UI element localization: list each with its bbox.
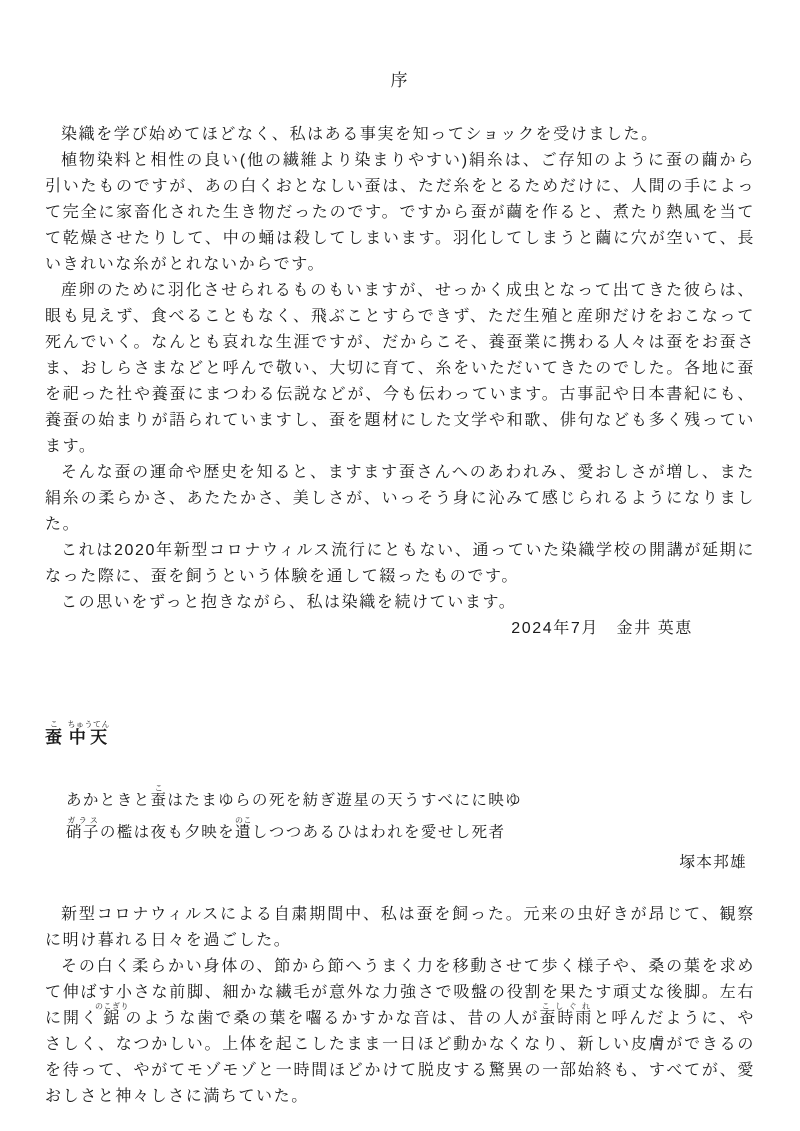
furigana: のこ — [234, 816, 252, 825]
ruby-base: 蚕 — [150, 792, 168, 809]
preface-paragraph-1: 染織を学び始めてほどなく、私はある事実を知ってショックを受けました。 — [61, 126, 659, 143]
poem-text: しつつあるひはわれを愛せし死者 — [251, 824, 506, 841]
ruby-base: 中天 — [67, 728, 110, 747]
chapter-title-word-1 — [45, 720, 64, 747]
ruby-word — [95, 1002, 129, 1027]
furigana: ちゅうてん — [67, 720, 110, 729]
body-text: のような歯で桑の葉を囓るかすかな音は、昔の人が — [124, 1010, 540, 1027]
preface-paragraph-5: これは2020年新型コロナウィルス流行にともない、通っていた染織学校の開講が延期になった際に、蚕を飼うという体験を通して綴ったものです。 — [45, 542, 755, 585]
furigana: こしぐれ — [539, 1002, 593, 1011]
preface-paragraph-4: そんな蚕の運命や歴史を知ると、ますます蚕さんへのあわれみ、愛おしさが増し、また絹糸の柔らかさ、あたたかさ、美しさが、いっそう身に沁みて感じられるようになりました。 — [45, 464, 755, 533]
poem-line-1 — [66, 784, 755, 816]
preface-paragraph-6: この思いをずっと抱きながら、私は染織を続けています。 — [61, 594, 517, 611]
author-date-signature: 2024年7月 金井 英恵 — [511, 620, 693, 637]
poem-text: はたまゆらの死を紡ぎ遊星の天うすべにに映ゆ — [167, 792, 523, 809]
ruby-base: 鋸 — [95, 1010, 129, 1027]
chapter-title-word-2 — [67, 720, 111, 747]
chapter-paragraph-1: 新型コロナウィルスによる自粛期間中、私は蚕を飼った。元来の虫好きが昂じて、観察に明け暮れる日々を過ごした。 — [45, 906, 755, 949]
chapter-paragraph-2 — [45, 954, 755, 1110]
furigana: こ — [45, 720, 64, 729]
ruby-base: 蚕時雨 — [539, 1010, 594, 1027]
ruby-base: 硝子 — [66, 824, 100, 841]
preface-paragraph-3: 産卵のために羽化させられるものもいますが、せっかく成虫となって出てきた彼らは、眼も見えず、食べることもなく、飛ぶことすらできず、ただ生殖と産卵だけをおこなって死んでいく。なんとも哀れな生涯ですが、だからこそ、養蚕業に携わる人々は蚕をお蚕さま、おしらさまなどと呼んで敬い、大切に育て、糸をいただいてきたのでした。各地に蚕を祀った社や養蚕にまつわる伝説などが、今も伝わっています。古事記や日本書紀にも、養蚕の始まりが語られていますし、蚕を題材にした文学や和歌、俳句なども多く残っています。 — [45, 282, 755, 455]
poem-text: の檻は夜も夕映を — [99, 824, 236, 841]
body-text: その白く柔らかい身体の、節から節へうまく力を移動させて歩く様子や、桑の葉を求めて伸ばす小さな前脚、細かな繊毛が意外な力強さで吸盤の役割を果たす頑丈な後脚。左右に開く — [45, 958, 755, 1027]
ruby-word — [150, 784, 168, 809]
poem-attribution: 塚本邦雄 — [679, 854, 747, 871]
chapter-body — [45, 902, 755, 1110]
ruby-word — [66, 816, 100, 841]
body-text: と呼んだように、やさしく、なつかしい。上体を起こしたまま一日ほど動かなくなり、新しい皮膚ができるのを待って、やがてモゾモゾと一時間ほどかけて脱皮する驚異の一部始終も、すべてが、愛おしさと神々しさに満ちていた。 — [45, 1010, 755, 1105]
preface-section — [45, 122, 755, 642]
furigana: のこぎり — [95, 1002, 129, 1011]
poem-text: あかときと — [66, 792, 151, 809]
poem-line-2 — [66, 816, 755, 848]
preface-paragraph-2: 植物染料と相性の良い(他の繊維より染まりやすい)絹糸は、ご存知のように蚕の繭から引いたものですが、あの白くおとなしい蚕は、ただ糸をとるためだけに、人間の手によって完全に家畜化された生き物だったのです。ですから蚕が繭を作ると、煮たり熱風を当てて乾燥させたりして、中の蛹は殺してしまいます。羽化してしまうと繭に穴が空いて、長いきれいな糸がとれないからです。 — [45, 152, 755, 273]
chapter-title — [45, 720, 755, 750]
furigana: こ — [150, 784, 168, 793]
ruby-word — [234, 816, 252, 841]
furigana: ガラス — [66, 816, 100, 825]
ruby-base: 遺 — [234, 824, 252, 841]
ruby-word — [539, 1002, 594, 1027]
ruby-base: 蚕 — [45, 728, 64, 747]
poem-block — [66, 784, 755, 876]
page-title: 序 — [390, 71, 410, 90]
